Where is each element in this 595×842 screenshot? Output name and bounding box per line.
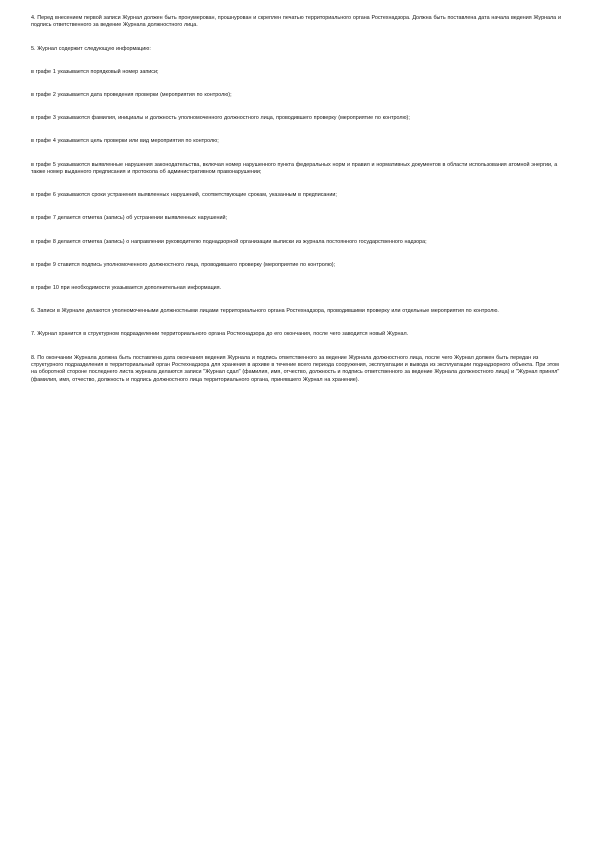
paragraph-item-7: 7. Журнал хранится в структурном подразделении территориального органа Ростехнадзора до его окончания, после чего заводится новый Журнал. — [31, 331, 409, 338]
column-10-description: в графе 10 при необходимости указывается дополнительная информация. — [31, 285, 222, 292]
paragraph-item-4: 4. Перед внесением первой записи Журнал должен быть пронумерован, прошнурован и скреплен печатью территориального органа Ростехнадзора. Должна быть поставлена дата начала ведения Журнала и подпись ответственного за ведение Журнала должностного лица. — [31, 15, 561, 29]
column-2-description: в графе 2 указывается дата проведения проверки (мероприятия по контролю); — [31, 92, 232, 99]
column-7-description: в графе 7 делается отметка (запись) об устранении выявленных нарушений; — [31, 215, 228, 222]
column-1-description: в графе 1 указывается порядковый номер записи; — [31, 68, 159, 75]
column-8-description: в графе 8 делается отметка (запись) о направлении руководителю поднадзорной организации выписки из журнала постоянного государственного надзора; — [31, 238, 427, 245]
column-6-description: в графе 6 указываются сроки устранения выявленных нарушений, соответствующие срокам, указанным в предписании; — [31, 192, 337, 199]
column-3-description: в графе 3 указываются фамилия, инициалы и должность уполномоченного должностного лица, проводившего проверку (мероприятие по контролю); — [31, 115, 410, 122]
column-5-description: в графе 5 указываются выявленные нарушения законодательства, включая номер нарушенного пункта федеральных норм и правил и нормативных документов в области использования атомной энергии, а также номер выданного предписания и протокола об административном правонарушении; — [31, 161, 558, 176]
column-4-description: в графе 4 указывается цель проверки или вид мероприятия по контролю; — [31, 138, 219, 145]
paragraph-item-8: 8. По окончании Журнала должна быть поставлена дата окончания ведения Журнала и подпись ответственного за ведение Журнала должностного лица, после чего Журнал должен быть передан из структурного подразделения в территориальный орган Ростехнадзора для хранения в архиве в течение всего периода сооружения, эксплуатации и вывода из эксплуатации поднадзорного объекта. При этом на оборотной стороне последнего листа журнала делаются записи "Журнал сдал" (фамилия, имя, отчество, должность и подпись ответственного за ведение Журнала должностного лица) и "Журнал принял" (фамилия, имя, отчество, должность и подпись должностного лица территориального органа, принявшего Журнал на хранение). — [31, 354, 560, 383]
paragraph-item-5: 5. Журнал содержит следующую информацию: — [31, 45, 151, 52]
column-9-description: в графе 9 ставится подпись уполномоченного должностного лица, проводившего проверку (мероприятие по контролю); — [31, 261, 336, 268]
paragraph-item-6: 6. Записи в Журнале делаются уполномоченными должностными лицами территориального органа Ростехнадзора, проводившими проверку или отдельные мероприятия по контролю. — [31, 308, 499, 315]
